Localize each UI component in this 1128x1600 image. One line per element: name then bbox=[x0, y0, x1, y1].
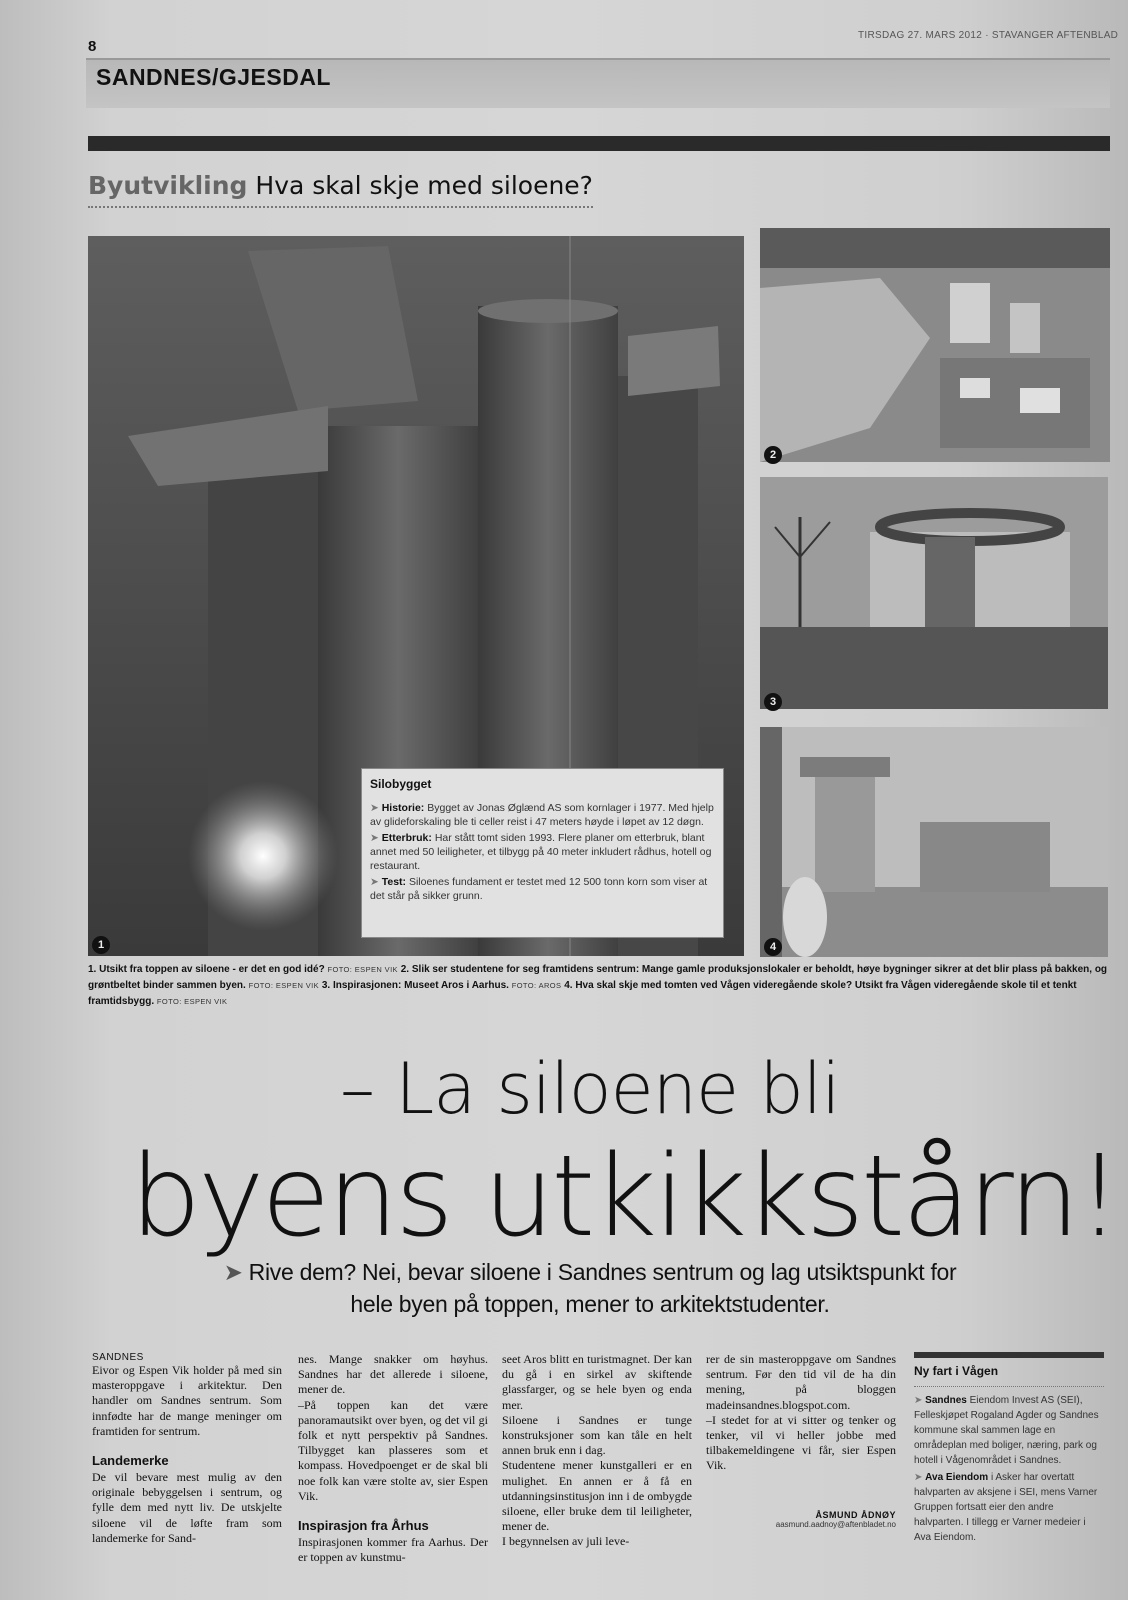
article-paragraph: De vil bevare mest mulig av den originale bebyggelsen i sentrum, og fylle dem med nytt liv. De utskjelte siloene vil de løfte fram som landemerke for Sand- bbox=[92, 1470, 282, 1545]
caption-4-credit: FOTO: ESPEN VIK bbox=[156, 997, 228, 1006]
caption-1-credit: FOTO: ESPEN VIK bbox=[327, 965, 398, 974]
factbox-item-reuse: ➤ Etterbruk: Har stått tomt siden 1993. Flere planer om etterbruk, blant annet med 50 leiligheter, et tilbygg på 40 meter inkludert rådhus, hotell og restaurant. bbox=[370, 832, 712, 872]
kicker-question: Hva skal skje med siloene? bbox=[255, 171, 593, 200]
factbox-title: Silobygget bbox=[370, 777, 432, 791]
article-paragraph: I begynnelsen av juli leve- bbox=[502, 1534, 630, 1549]
sidebar-ny-fart bbox=[914, 1352, 1104, 1547]
museum-illustration bbox=[760, 477, 1108, 709]
kicker-dotted-line bbox=[88, 206, 593, 208]
sidebar-bold: Ava Eiendom bbox=[925, 1472, 989, 1483]
article-paragraph: –I stedet for at vi sitter og tenker og tenker, vil vi heller jobbe med tilbakemeldingene vi får, sier Espen Vik. bbox=[706, 1412, 896, 1473]
factbox-text: Bygget av Jonas Øglænd AS som kornlager i 1977. Med hjelp av glideforskaling ble ti celler reist i 47 meters høyde i løpet av 12 døgn. bbox=[370, 802, 714, 828]
sidebar-text: i Asker har overtatt halvparten av aksjene i SEI, mens Varner Gruppen fortsatt eier den andre halvparten. I tillegg er Varner medeier i Ava Eiendom. bbox=[914, 1472, 1098, 1543]
author-email: aasmund.aadnoy@aftenbladet.no bbox=[775, 1519, 896, 1529]
factbox-silobygget bbox=[361, 768, 724, 938]
caption-2: 2. Slik ser studentene for seg framtidens sentrum: Mange gamle produksjonslokaler er beholdt, høye bygninger sikrer at det blir plass på bakken, og grøntbeltet binder sammen byen. bbox=[88, 964, 1108, 991]
article-column-4 bbox=[706, 1352, 896, 1529]
article-subhead: Landemerke bbox=[92, 1453, 169, 1469]
article-dateline: SANDNES bbox=[92, 1352, 144, 1363]
sidebar-paragraph bbox=[914, 1393, 1104, 1468]
photo-aros-museum bbox=[760, 477, 1108, 709]
top-rule bbox=[88, 136, 1110, 151]
vagen-illustration bbox=[760, 727, 1108, 957]
ingress-line-2: hele byen på toppen, mener to arkitektstudenter. bbox=[350, 1291, 830, 1317]
article-paragraph: Inspirasjonen kommer fra Aarhus. Der er toppen av kunstmu- bbox=[298, 1535, 488, 1565]
sidebar-paragraph bbox=[914, 1470, 1104, 1545]
article-subhead: Inspirasjon fra Århus bbox=[298, 1518, 429, 1534]
article-paragraph: seet Aros blitt en turistmagnet. Der kan du gå i en sirkel av skiftende glassfarger, og se hele byen og enda mer. bbox=[502, 1352, 692, 1412]
ingress-line-1: Rive dem? Nei, bevar siloene i Sandnes sentrum og lag utsiktspunkt for bbox=[248, 1259, 957, 1285]
photo-aerial-city bbox=[760, 228, 1110, 462]
article-column-2 bbox=[298, 1352, 488, 1565]
triangle-icon: ➤ bbox=[223, 1259, 249, 1285]
kicker-topic: Byutvikling bbox=[88, 171, 248, 200]
page-number: 8 bbox=[88, 38, 97, 55]
sidebar-text: Eiendom Invest AS (SEI), Felleskjøpet Rogaland Agder og Sandnes kommune skal sammen lage en områdeplan med boliger, næring, park og hotell i Vågenområdet i Sandnes. bbox=[914, 1395, 1099, 1466]
sidebar-title: Ny fart i Vågen bbox=[914, 1364, 999, 1378]
sidebar-top-bar bbox=[914, 1352, 1104, 1358]
article-column-3 bbox=[502, 1352, 692, 1550]
factbox-label: Etterbruk: bbox=[381, 832, 432, 844]
factbox-label: Test: bbox=[381, 876, 407, 888]
caption-1: 1. Utsikt fra toppen av siloene - er det en god idé? bbox=[88, 964, 325, 975]
aerial-illustration bbox=[760, 228, 1110, 462]
sidebar-dotted-line bbox=[914, 1386, 1104, 1387]
caption-2-credit: FOTO: ESPEN VIK bbox=[248, 981, 320, 990]
author-signature: ÅSMUND ÅDNØY bbox=[815, 1509, 896, 1520]
arrow-icon: ➤ bbox=[914, 1472, 926, 1483]
headline-line-2: byens utkikkstårn! bbox=[130, 1132, 1119, 1262]
factbox-item-history: ➤ Historie: Bygget av Jonas Øglænd AS som kornlager i 1977. Med hjelp av glideforskaling ble ti celler reist i 47 meters høyde i løpet av 12 døgn. bbox=[370, 802, 714, 828]
photo-vagen-future bbox=[760, 727, 1108, 957]
photo-number-3: 3 bbox=[764, 693, 782, 711]
factbox-label: Historie: bbox=[381, 802, 425, 814]
ingress bbox=[160, 1256, 1020, 1320]
photo-caption bbox=[88, 962, 1108, 1010]
arrow-icon: ➤ bbox=[914, 1395, 926, 1406]
factbox-text: Har stått tomt siden 1993. Flere planer om etterbruk, blant annet med 50 leiligheter, et tilbygg på 40 meter inkludert rådhus, hotell og restaurant. bbox=[370, 832, 712, 872]
factbox-text: Siloenes fundament er testet med 12 500 tonn korn som viser at det står på sikker grunn. bbox=[370, 876, 708, 902]
section-title: SANDNES/GJESDAL bbox=[96, 64, 331, 90]
factbox-item-test: ➤ Test: Siloenes fundament er testet med 12 500 tonn korn som viser at det står på sikker grunn. bbox=[370, 876, 708, 902]
sidebar-bold: Sandnes bbox=[925, 1395, 967, 1406]
photo-number-1: 1 bbox=[92, 936, 110, 954]
kicker bbox=[88, 171, 593, 200]
article-paragraph: rer de sin masteroppgave om Sandnes sentrum. Før den tid vil de ha din mening, på bloggen madeinsandnes.blogspot.com. bbox=[706, 1352, 896, 1412]
caption-4: 4. Hva skal skje med tomten ved Vågen videregående skole? Utsikt fra Vågen videregående skole til et tenkt framtidsbygg. bbox=[88, 980, 1077, 1007]
photo-number-2: 2 bbox=[764, 446, 782, 464]
article-paragraph: nes. Mange snakker om høyhus. Sandnes har det allerede i siloene, mener de. bbox=[298, 1352, 488, 1397]
article-column-1 bbox=[92, 1352, 282, 1546]
caption-3-credit: FOTO: AROS bbox=[511, 981, 562, 990]
dateline: TIRSDAG 27. MARS 2012 · STAVANGER AFTENBLAD bbox=[858, 30, 1119, 41]
article-paragraph: Siloene i Sandnes er tunge konstruksjoner som kan tåle en helt annen bruk enn i dag. bbox=[502, 1412, 692, 1458]
photo-number-4: 4 bbox=[764, 938, 782, 956]
caption-3: 3. Inspirasjonen: Museet Aros i Aarhus. bbox=[321, 980, 509, 991]
headline-line-1: – La siloene bli bbox=[340, 1048, 840, 1130]
article-paragraph: Studentene mener kunstgalleri er en mulighet. En annen er å få en utdanningsinstitusjon inn i de ombygde siloene, eller bruke dem til leiligheter, mener de. bbox=[502, 1458, 692, 1534]
article-paragraph: –På toppen kan det være panoramautsikt over byen, og det vil gi folk et nytt perspektiv på Sandnes. Tilbygget kan plasseres som et kompass. Hovedpoenget er de skal bli noe folk kan være stolte av, sier Espen Vik. bbox=[298, 1397, 488, 1503]
article-paragraph: Eivor og Espen Vik holder på med sin masteroppgave i arkitektur. Den handler om Sandnes sentrum. Som innfødte har de mange meninger om framtiden for sentrum. bbox=[92, 1363, 282, 1438]
